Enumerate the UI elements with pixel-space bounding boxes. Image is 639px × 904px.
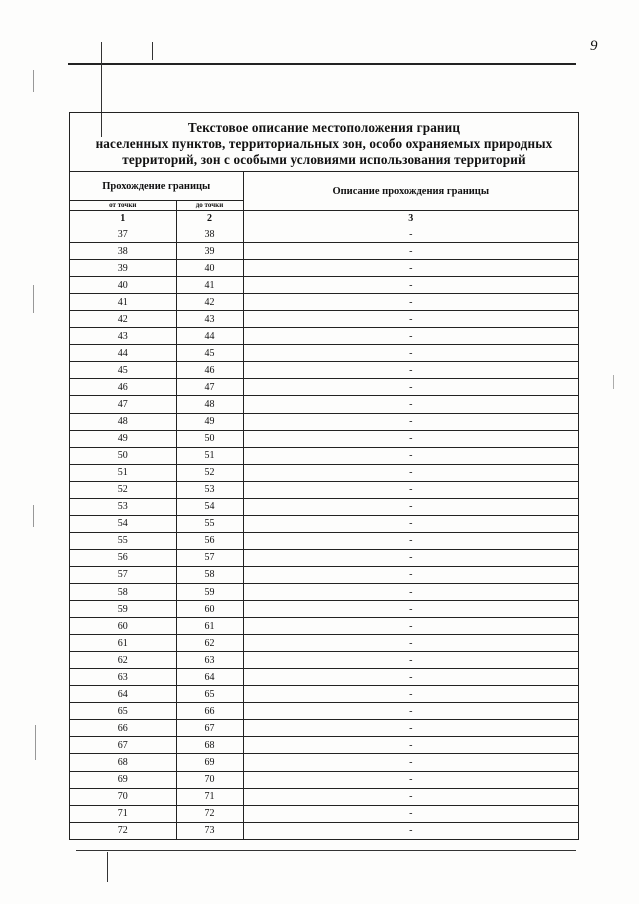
from-point-cell: 69	[70, 771, 176, 788]
to-point-cell: 56	[176, 532, 243, 549]
description-cell: -	[243, 447, 578, 464]
to-point-cell: 44	[176, 328, 243, 345]
to-point-cell: 46	[176, 362, 243, 379]
table-row	[70, 669, 578, 686]
description-cell: -	[243, 618, 578, 635]
to-point-cell: 52	[176, 464, 243, 481]
description-cell: -	[243, 481, 578, 498]
to-point-cell: 41	[176, 277, 243, 294]
to-point-cell: 38	[176, 226, 243, 243]
table-row	[70, 652, 578, 669]
scan-artifact-line	[107, 852, 108, 882]
description-cell: -	[243, 396, 578, 413]
description-cell: -	[243, 413, 578, 430]
from-point-cell: 64	[70, 686, 176, 703]
table-row	[70, 328, 578, 345]
to-point-cell: 45	[176, 345, 243, 362]
column-number: 1	[70, 211, 176, 227]
description-cell: -	[243, 430, 578, 447]
from-point-cell: 70	[70, 788, 176, 805]
table-row	[70, 805, 578, 822]
title-line: Текстовое описание местоположения границ	[187, 120, 461, 135]
from-point-cell: 59	[70, 601, 176, 618]
table-row	[70, 549, 578, 566]
from-point-cell: 38	[70, 243, 176, 260]
table-row	[70, 635, 578, 652]
description-cell: -	[243, 754, 578, 771]
description-cell: -	[243, 566, 578, 583]
table-row	[70, 720, 578, 737]
from-point-cell: 68	[70, 754, 176, 771]
table-row	[70, 754, 578, 771]
description-cell: -	[243, 464, 578, 481]
description-cell: -	[243, 771, 578, 788]
scan-artifact-line	[35, 725, 36, 760]
from-point-cell: 44	[70, 345, 176, 362]
description-cell: -	[243, 686, 578, 703]
table-row	[70, 686, 578, 703]
table-row	[70, 379, 578, 396]
description-cell: -	[243, 311, 578, 328]
description-header: Описание прохождения границы	[243, 172, 578, 211]
description-cell: -	[243, 788, 578, 805]
table-row	[70, 737, 578, 754]
from-point-cell: 37	[70, 226, 176, 243]
to-point-cell: 50	[176, 430, 243, 447]
table-row	[70, 345, 578, 362]
from-point-cell: 46	[70, 379, 176, 396]
from-point-cell: 50	[70, 447, 176, 464]
from-point-header: от точки	[70, 201, 176, 211]
description-cell: -	[243, 635, 578, 652]
from-point-cell: 54	[70, 515, 176, 532]
table-row	[70, 294, 578, 311]
from-point-cell: 49	[70, 430, 176, 447]
table-row	[70, 788, 578, 805]
to-point-cell: 72	[176, 805, 243, 822]
to-point-cell: 66	[176, 703, 243, 720]
description-cell: -	[243, 549, 578, 566]
table-row	[70, 243, 578, 260]
from-point-cell: 48	[70, 413, 176, 430]
description-cell: -	[243, 805, 578, 822]
table-row	[70, 311, 578, 328]
to-point-cell: 51	[176, 447, 243, 464]
to-point-cell: 48	[176, 396, 243, 413]
from-point-cell: 55	[70, 532, 176, 549]
to-point-cell: 60	[176, 601, 243, 618]
from-point-cell: 43	[70, 328, 176, 345]
description-cell: -	[243, 328, 578, 345]
table-row	[70, 601, 578, 618]
table-row	[70, 396, 578, 413]
scan-artifact-line	[33, 70, 34, 92]
from-point-cell: 47	[70, 396, 176, 413]
to-point-header: до точки	[176, 201, 243, 211]
from-point-cell: 45	[70, 362, 176, 379]
scan-artifact-line	[33, 505, 34, 527]
description-cell: -	[243, 226, 578, 243]
to-point-cell: 62	[176, 635, 243, 652]
from-point-cell: 41	[70, 294, 176, 311]
from-point-cell: 53	[70, 498, 176, 515]
table-row	[70, 566, 578, 583]
description-cell: -	[243, 515, 578, 532]
description-cell: -	[243, 498, 578, 515]
from-point-cell: 39	[70, 260, 176, 277]
to-point-cell: 53	[176, 481, 243, 498]
table-row	[70, 277, 578, 294]
table-row	[70, 822, 578, 839]
from-point-cell: 61	[70, 635, 176, 652]
table-row	[70, 515, 578, 532]
from-point-cell: 65	[70, 703, 176, 720]
page-number: 9	[590, 38, 598, 54]
table-row	[70, 464, 578, 481]
column-number: 3	[243, 211, 578, 227]
from-point-cell: 62	[70, 652, 176, 669]
to-point-cell: 64	[176, 669, 243, 686]
bottom-rule	[76, 850, 576, 851]
to-point-cell: 69	[176, 754, 243, 771]
from-point-cell: 67	[70, 737, 176, 754]
from-point-cell: 66	[70, 720, 176, 737]
to-point-cell: 59	[176, 583, 243, 600]
table-row	[70, 430, 578, 447]
to-point-cell: 47	[176, 379, 243, 396]
points-table	[70, 172, 578, 839]
to-point-cell: 71	[176, 788, 243, 805]
scan-artifact-line	[152, 42, 153, 60]
description-cell: -	[243, 720, 578, 737]
from-point-cell: 72	[70, 822, 176, 839]
to-point-cell: 40	[176, 260, 243, 277]
table-row	[70, 447, 578, 464]
table-row	[70, 532, 578, 549]
description-cell: -	[243, 260, 578, 277]
from-point-cell: 71	[70, 805, 176, 822]
description-cell: -	[243, 703, 578, 720]
description-cell: -	[243, 583, 578, 600]
description-cell: -	[243, 601, 578, 618]
to-point-cell: 43	[176, 311, 243, 328]
description-cell: -	[243, 294, 578, 311]
description-cell: -	[243, 532, 578, 549]
description-cell: -	[243, 822, 578, 839]
to-point-cell: 61	[176, 618, 243, 635]
to-point-cell: 65	[176, 686, 243, 703]
table-row	[70, 583, 578, 600]
boundary-description-table	[69, 112, 579, 840]
to-point-cell: 57	[176, 549, 243, 566]
header-rule	[68, 63, 576, 65]
table-row	[70, 226, 578, 243]
from-point-cell: 58	[70, 583, 176, 600]
from-point-cell: 40	[70, 277, 176, 294]
from-point-cell: 56	[70, 549, 176, 566]
to-point-cell: 58	[176, 566, 243, 583]
from-point-cell: 52	[70, 481, 176, 498]
table-row	[70, 498, 578, 515]
to-point-cell: 39	[176, 243, 243, 260]
from-point-cell: 42	[70, 311, 176, 328]
passage-header: Прохождение границы	[70, 172, 243, 201]
table-row	[70, 413, 578, 430]
from-point-cell: 51	[70, 464, 176, 481]
description-cell: -	[243, 737, 578, 754]
table-row	[70, 618, 578, 635]
scan-artifact-line	[613, 375, 614, 389]
to-point-cell: 68	[176, 737, 243, 754]
description-cell: -	[243, 379, 578, 396]
to-point-cell: 54	[176, 498, 243, 515]
description-cell: -	[243, 652, 578, 669]
to-point-cell: 67	[176, 720, 243, 737]
to-point-cell: 73	[176, 822, 243, 839]
table-row	[70, 703, 578, 720]
scan-artifact-line	[33, 285, 34, 313]
from-point-cell: 63	[70, 669, 176, 686]
description-cell: -	[243, 277, 578, 294]
title-line: населенных пунктов, территориальных зон, особо охраняемых природных	[95, 136, 553, 151]
to-point-cell: 63	[176, 652, 243, 669]
to-point-cell: 49	[176, 413, 243, 430]
description-cell: -	[243, 243, 578, 260]
to-point-cell: 42	[176, 294, 243, 311]
from-point-cell: 60	[70, 618, 176, 635]
table-row	[70, 481, 578, 498]
table-row	[70, 260, 578, 277]
description-cell: -	[243, 345, 578, 362]
table-row	[70, 362, 578, 379]
description-cell: -	[243, 362, 578, 379]
column-number: 2	[176, 211, 243, 227]
title-line: территорий, зон с особыми условиями использования территорий	[122, 152, 526, 167]
to-point-cell: 70	[176, 771, 243, 788]
to-point-cell: 55	[176, 515, 243, 532]
from-point-cell: 57	[70, 566, 176, 583]
table-row	[70, 771, 578, 788]
description-cell: -	[243, 669, 578, 686]
table-title	[70, 113, 578, 172]
